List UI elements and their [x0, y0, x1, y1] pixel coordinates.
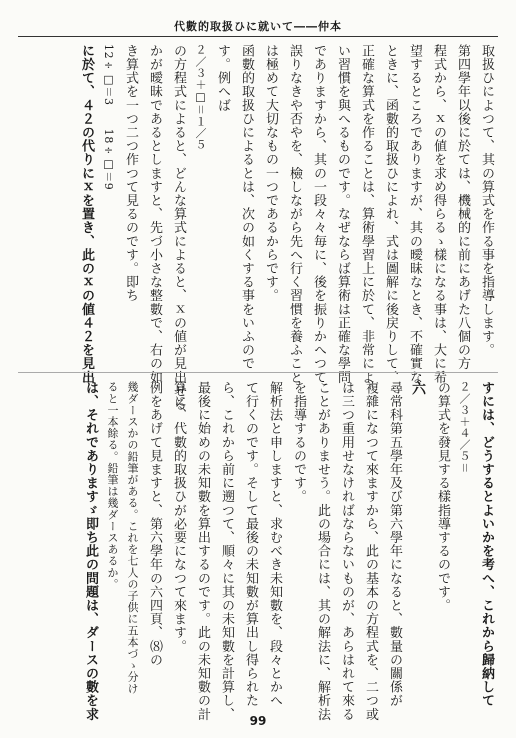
text-column: 解析法と申しますと、求むべき未知數を、段々とかへ — [267, 381, 282, 708]
page-number: 99 — [249, 714, 267, 728]
upper-text-block — [76, 44, 496, 412]
text-column: ら、これから前に遡つて、順々に其の未知數を計算し、 — [219, 381, 234, 721]
text-column: の方程式によると、どんな算式によると、ｘの値が見出せる — [171, 44, 186, 412]
text-column: 複雜になつて來ますから、此の基本の方程式を、二つ或 — [363, 381, 378, 721]
text-column: ことがありませう。此の場合には、其の解法に、解析法 — [315, 381, 330, 721]
equation-column: ２／３＋□＝１／５ — [194, 44, 207, 151]
equation-column: 12÷□＝3 18÷□＝9 — [102, 44, 115, 191]
text-column: 算に、代數的取扱ひが必要になつて來ます。 — [171, 381, 186, 653]
text-column: 誤りなきや否やを、檢しながら先へ行く習慣を養ふこと — [287, 44, 302, 384]
equation-column: ２／３＋４／５＝ — [458, 381, 471, 474]
text-column: ときに、函數的取扱ひによれ、式は圖解に後戻りして、 — [383, 44, 398, 384]
text-column: て行くのです。そして最後の未知數が算出し得られた — [243, 381, 258, 708]
text-column: は三つ重用せなければならないものが、あらはれて來る — [339, 381, 354, 721]
text-column: を指導するのです。 — [291, 381, 306, 504]
text-column: は極めて大切なもの一つであるからです。 — [263, 44, 278, 303]
text-column: 望するところでありますが、其の曖昧なとき、不確實な — [407, 44, 422, 384]
header-rule — [18, 36, 498, 37]
text-column: 例をあげて見ますと、第六學年の六四頁、⑻の — [147, 381, 162, 667]
example-column: ると一本餘る。鉛筆は幾ダースあるか。 — [106, 381, 119, 590]
text-column: でありますから、其の一段々々毎に、後を振りかへつて — [311, 44, 326, 384]
text-column: かが曖昧であるとしますと、先づ小さな整數で、右の如 — [147, 44, 162, 384]
text-column: 最後に始めの未知數を算出するのです。此の未知數の計 — [195, 381, 210, 721]
text-column: 尋常科第五學年及び第六學年になると、數量の關係が — [387, 381, 402, 708]
text-column: き算式を一つ二つ作つて見るのです。即ち — [123, 44, 138, 303]
text-column: は、それでありますゞ即ち此の問題は、ダースの數を求 — [83, 381, 98, 721]
text-column: 函數的取扱ひによるとは、次の如くする事をいふので — [239, 44, 254, 371]
running-header: 代數的取扱ひに就いて――仲本 — [174, 20, 342, 33]
text-column: い習慣を與へるものです。なぜならば算術は正確な學問 — [335, 44, 350, 384]
text-column: の算式を發見する樣指導するのです。 — [435, 381, 450, 613]
section-heading: 六 — [410, 381, 426, 396]
text-column: 程式から、ｘの値を求め得らるゝ樣になる事は、大に希 — [431, 44, 446, 384]
block-divider — [18, 372, 498, 373]
text-column: 取扱ひによつて、其の算式を作る事を指導します。 — [479, 44, 494, 357]
text-column: に於て、４２の代りにｘを置き、此のｘの値４２を見出 — [79, 44, 94, 384]
text-column: 正確な算式を作ることは、算術學習上に於て、非常によ — [359, 44, 374, 384]
text-column: 第四學年以後に於ては、機械的に前にあげた八個の方 — [455, 44, 470, 371]
text-column: す。例へば — [215, 44, 230, 112]
text-column: すには、どうするとよいかを考へ、これから歸納して — [479, 381, 494, 708]
example-column: 幾ダースかの鉛筆がある。これを七人の子供に五本づゝ分け — [126, 381, 139, 695]
